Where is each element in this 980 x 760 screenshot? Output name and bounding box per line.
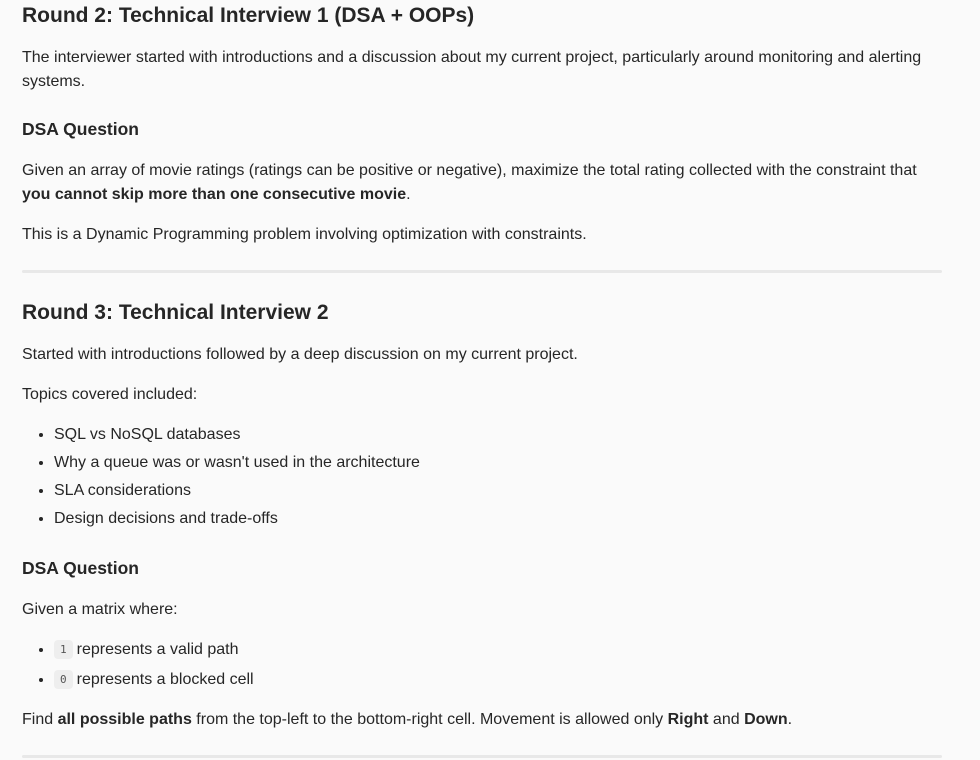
list-item: • SQL vs NoSQL databases (54, 423, 942, 447)
find-and: and (708, 711, 745, 728)
list-item (54, 668, 942, 692)
list-item: • SLA considerations (54, 479, 942, 503)
item-text: represents a blocked cell (76, 671, 254, 688)
list-item: • Why a queue was or wasn't used in the architecture (54, 451, 942, 475)
find-bold: all possible paths (57, 711, 192, 728)
round2-dsa-heading: DSA Question (22, 119, 139, 139)
round2-question (22, 159, 942, 207)
list-item: • Design decisions and trade-offs (54, 507, 942, 531)
round3-intro: Started with introductions followed by a deep discussion on my current project. (22, 346, 578, 363)
topics-label: Topics covered included: (22, 386, 198, 403)
section-divider (22, 270, 942, 273)
find-right: Right (667, 711, 709, 728)
find-middle: from the top-left to the bottom-right cell. Movement is allowed only (191, 711, 668, 728)
list-item (54, 638, 942, 662)
round3-heading: Round 3: Technical Interview 2 (22, 301, 329, 324)
round2-heading: Round 2: Technical Interview 1 (DSA + OOPs) (22, 4, 475, 27)
find-prefix: Find (22, 711, 58, 728)
find-down: Down (744, 711, 788, 728)
code-blocked: 0 (54, 670, 73, 689)
round2-intro: The interviewer started with introductions and a discussion about my current project, particularly around monitoring and alerting systems. (22, 49, 922, 90)
round2-note: This is a Dynamic Programming problem involving optimization with constraints. (22, 226, 587, 243)
round3-dsa-heading: DSA Question (22, 558, 139, 578)
topics-list (22, 423, 942, 531)
matrix-legend (22, 638, 942, 692)
item-text: represents a valid path (76, 641, 239, 658)
matrix-intro: Given a matrix where: (22, 601, 178, 618)
find-end: . (787, 711, 793, 728)
section-divider (22, 755, 942, 758)
find-paths-text (22, 708, 942, 732)
question-constraint: you cannot skip more than one consecutive movie (22, 186, 407, 203)
question-end: . (406, 186, 411, 203)
code-valid: 1 (54, 640, 73, 659)
article-body (22, 0, 942, 758)
question-text: Given an array of movie ratings (ratings can be positive or negative), maximize the total rating collected with the constraint that (22, 162, 917, 179)
